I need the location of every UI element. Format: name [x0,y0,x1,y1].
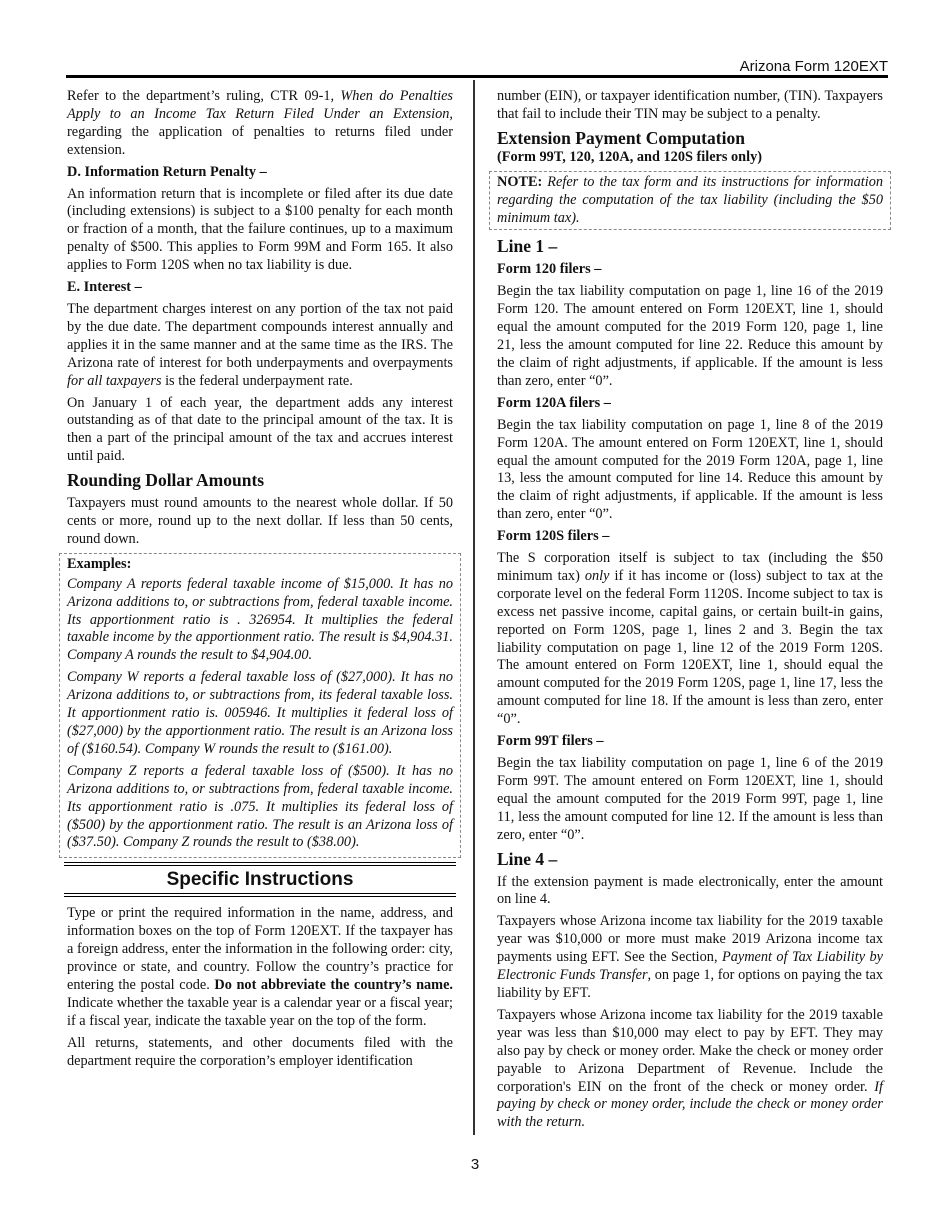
rounding-heading: Rounding Dollar Amounts [67,470,265,491]
penalty-ruling-paragraph: Refer to the department’s ruling, CTR 09-1, When do Penalties Apply to an Income Tax Return Filed Under an Extension, regarding the application of penalties to returns filed under extension. [67,88,453,158]
specific-instructions-text: Type or print the required information in the name, address, and information boxes on the top of Form 120EXT. If the taxpayer has a foreign address, enter the information in the following order: city, province or state, and country. Follow the country’s practice for entering the postal code. Do not abbreviate the country’s name. Indicate whether the taxable year is a calendar year or a fiscal year; if a fiscal year, indicate the taxable year on the top of the form. [67,905,453,1029]
form99t-heading: Form 99T filers – [497,733,604,750]
form120-heading: Form 120 filers – [497,261,602,278]
form120-text: Begin the tax liability computation on page 1, line 16 of the 2019 Form 120. The amount entered on Form 120EXT, line 1, should equal the amount computed for the 2019 Form 120, page 1, line 21, less the amount computed for line 22. Reduce this amount by the claim of right adjustments, if applicable. If the amount is less than zero, enter “0”. [497,283,883,389]
form-header-title: Arizona Form 120EXT [739,58,888,75]
interest-heading: E. Interest – [67,279,142,296]
rounding-text: Taxpayers must round amounts to the nearest whole dollar. If 50 cents or more, round up to the next dollar. If less than 50 cents, round down. [67,495,453,547]
specific-instructions-heading: Specific Instructions [64,862,456,897]
info-return-penalty-text: An information return that is incomplete or filed after its due date (including extensions) is subject to a $100 penalty for each month or fraction of a month, that the failure continues, up to a maximum penalty of $500. This applies to Form 99M and Form 165. It also applies to Form 120S when no tax liability is due. [67,185,453,274]
form120a-text: Begin the tax liability computation on page 1, line 8 of the 2019 Form 120A. The amount entered on Form 120EXT, line 1, should equal the amount computed for the 2019 Form 120A, page 1, line 13, less the amount computed for line 14. Reduce this amount by the claim of right adjustments, if applicable. If the amount is less than zero, enter “0”. [497,416,883,523]
info-return-penalty-heading: D. Information Return Penalty – [67,163,267,180]
examples-title: Examples: [67,555,132,572]
header-rule [66,75,888,78]
left-column [67,88,453,1075]
example-company-w: Company W reports a federal taxable loss of ($27,000). It has no Arizona additions to, or subtractions from, its federal taxable loss. It apportionment ratio is. 005946. It multiplies it federal loss of ($27,000) by the apportionment ratio. The result is an Arizona loss of ($160.54). Company W rounds the result to ($161.00). [67,669,453,757]
interest-text: The department charges interest on any portion of the tax not paid by the due date. The department compounds interest annually and applies it in the same manner and at the same time as the IRS. The Arizona rate of interest for both underpayments and overpayments for all taxpayers is the federal underpayment rate. [67,300,453,389]
tin-continuation-text: number (EIN), or taxpayer identification number, (TIN). Taxpayers that fail to include their TIN may be subject to a penalty. [497,88,883,122]
line4-eft-text: Taxpayers whose Arizona income tax liability for the 2019 taxable year was $10,000 or more must make 2019 Arizona income tax payments using EFT. See the Section, Payment of Tax Liability by Electronic Funds Transfer, on page 1, for options on paying the tax liability by EFT. [497,913,883,1001]
note-box [489,171,891,231]
column-divider [473,80,475,1135]
line4-text: If the extension payment is made electronically, enter the amount on line 4. [497,873,883,908]
form99t-text: Begin the tax liability computation on page 1, line 6 of the 2019 Form 99T. The amount entered on Form 120EXT, line 1, should equal the amount computed for the 2019 Form 99T, page 1, line 11, less the amount computed for line 12. If the amount is less than zero, enter “0”. [497,755,883,843]
form120s-heading: Form 120S filers – [497,528,610,545]
line4-heading: Line 4 – [497,848,558,869]
note-text: NOTE: Refer to the tax form and its instructions for information regarding the computation of the tax liability (including the $50 minimum tax). [497,173,883,226]
line4-check-text: Taxpayers whose Arizona income tax liability for the 2019 taxable year was less than $10,000 may elect to pay by EFT. They may also pay by check or money order. Make the check or money order payable to Arizona Department of Revenue. Include the corporation's EIN on the front of the check or money order. If paying by check or money order, include the check or money order with the return. [497,1006,883,1131]
example-company-z: Company Z reports a federal taxable loss of ($500). It has no Arizona additions to, or subtractions from, federal taxable income. Its apportionment ratio is .075. It multiplies its federal loss of ($500) by the apportionment ratio. The result is an Arizona loss of ($37.50). Company Z rounds the result to ($38.00). [67,762,453,851]
specific-instructions-text-2: All returns, statements, and other documents filed with the department require the corporation’s employer identification [67,1034,453,1069]
form120s-text: The S corporation itself is subject to tax (including the $50 minimum tax) only if it has income or (loss) subject to tax at the corporate level on the federal Form 1120S. Income subject to tax is excess net passive income, capital gains, or certain built-in gains, reported on Form 120S, page 1, lines 2 and 3. Begin the tax liability computation on page 1, line 12 of the 2019 Form 120S. The amount entered on Form 120EXT, line 1, should equal the amount computed for the 2019 Form 120S, page 1, line 17, less the amount computed for line 18. If the amount is less than zero, enter “0”. [497,550,883,728]
examples-box [59,553,461,859]
line1-heading: Line 1 – [497,236,558,257]
page-number: 3 [470,1156,480,1173]
right-column [497,88,883,1136]
extension-payment-heading: Extension Payment Computation [497,127,745,148]
example-company-a: Company A reports federal taxable income of $15,000. It has no Arizona additions to, or subtractions from, federal taxable income. Its apportionment ratio is . 326954. It multiplies the federal taxable income by the apportionment ratio. The result is $4,904.31. Company A rounds the result to $4,904.00. [67,575,453,664]
interest-text-2: On January 1 of each year, the department adds any interest outstanding as of that date to the principal amount of the tax. It is then a part of the principal amount of the tax and accrues interest until paid. [67,394,453,465]
extension-payment-subheading: (Form 99T, 120, 120A, and 120S filers only) [497,148,763,165]
form120a-heading: Form 120A filers – [497,394,611,411]
